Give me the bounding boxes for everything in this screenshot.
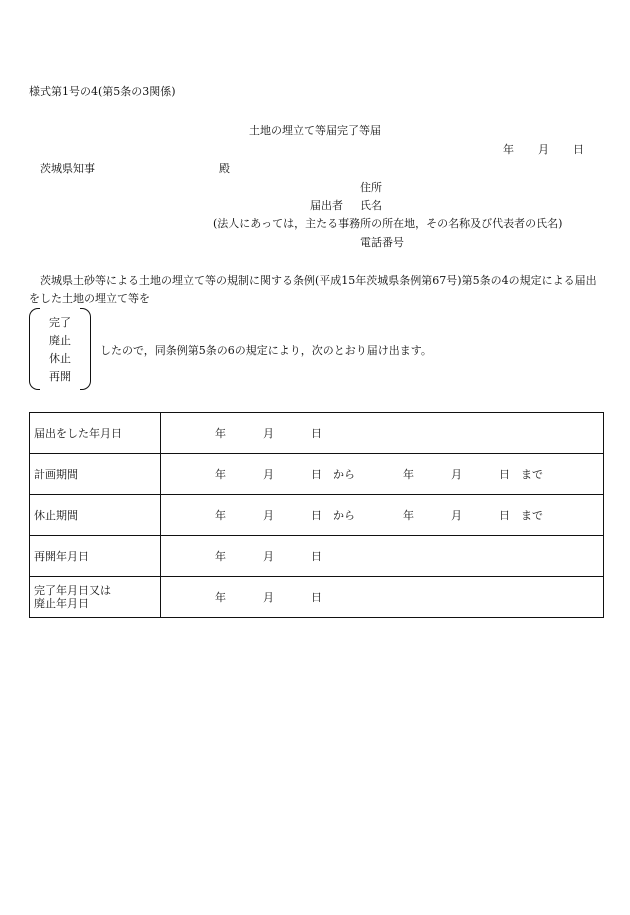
row-label-line: 廃止年月日 — [34, 597, 89, 610]
month-unit: 月 — [263, 550, 274, 563]
year-unit: 年 — [403, 509, 414, 522]
after-options-text: したので，同条例第5条の6の規定により，次のとおり届け出ます。 — [100, 344, 432, 357]
date-day: 日 — [573, 143, 584, 156]
month-unit: 月 — [451, 509, 462, 522]
date-year: 年 — [503, 143, 514, 156]
year-unit: 年 — [215, 591, 226, 604]
phone-label: 電話番号 — [360, 236, 404, 249]
year-unit: 年 — [215, 468, 226, 481]
table-row — [30, 495, 604, 536]
day-unit: 日 — [311, 550, 322, 563]
row-value — [161, 536, 604, 577]
day-unit: 日 — [311, 427, 322, 440]
from-text: から — [333, 468, 355, 481]
row-label: 再開年月日 — [30, 536, 161, 577]
addressee-honorific: 殿 — [219, 162, 230, 175]
from-text: から — [333, 509, 355, 522]
day-unit: 日 — [311, 509, 322, 522]
form-number: 様式第1号の4(第5条の3関係) — [29, 85, 176, 98]
year-unit: 年 — [215, 509, 226, 522]
name-label: 氏名 — [360, 199, 382, 212]
date-month: 月 — [538, 143, 549, 156]
row-label: 休止期間 — [30, 495, 161, 536]
month-unit: 月 — [263, 509, 274, 522]
option-complete: 完了 — [49, 316, 71, 329]
address-label: 住所 — [360, 181, 382, 194]
day-unit: 日 — [499, 509, 510, 522]
applicant-label: 届出者 — [310, 199, 343, 212]
day-unit: 日 — [311, 591, 322, 604]
day-unit: 日 — [311, 468, 322, 481]
row-label: 届出をした年月日 — [30, 413, 161, 454]
table-row — [30, 454, 604, 495]
table-row — [30, 536, 604, 577]
row-label: 計画期間 — [30, 454, 161, 495]
table-row — [30, 413, 604, 454]
option-abolish: 廃止 — [49, 334, 71, 347]
row-value — [161, 413, 604, 454]
until-text: まで — [521, 468, 543, 481]
option-resume: 再開 — [49, 370, 71, 383]
month-unit: 月 — [451, 468, 462, 481]
year-unit: 年 — [215, 427, 226, 440]
day-unit: 日 — [499, 468, 510, 481]
row-value — [161, 577, 604, 618]
until-text: まで — [521, 509, 543, 522]
table-row — [30, 577, 604, 618]
row-value — [161, 495, 604, 536]
status-options — [29, 308, 91, 390]
year-unit: 年 — [215, 550, 226, 563]
row-label-line: 完了年月日又は — [34, 584, 111, 597]
month-unit: 月 — [263, 427, 274, 440]
month-unit: 月 — [263, 591, 274, 604]
body-text: 茨城県土砂等による土地の埋立て等の規制に関する条例(平成15年茨城県条例第67号)第5条の4の規定による届出をした土地の埋立て等を — [29, 274, 597, 305]
row-value — [161, 454, 604, 495]
addressee-governor: 茨城県知事 — [40, 162, 95, 175]
corporation-note: (法人にあっては，主たる事務所の所在地，その名称及び代表者の氏名) — [213, 217, 563, 230]
month-unit: 月 — [263, 468, 274, 481]
document-title: 土地の埋立て等届完了等届 — [249, 124, 381, 137]
option-suspend: 休止 — [49, 352, 71, 365]
report-table — [29, 412, 604, 618]
row-label — [30, 577, 161, 618]
year-unit: 年 — [403, 468, 414, 481]
